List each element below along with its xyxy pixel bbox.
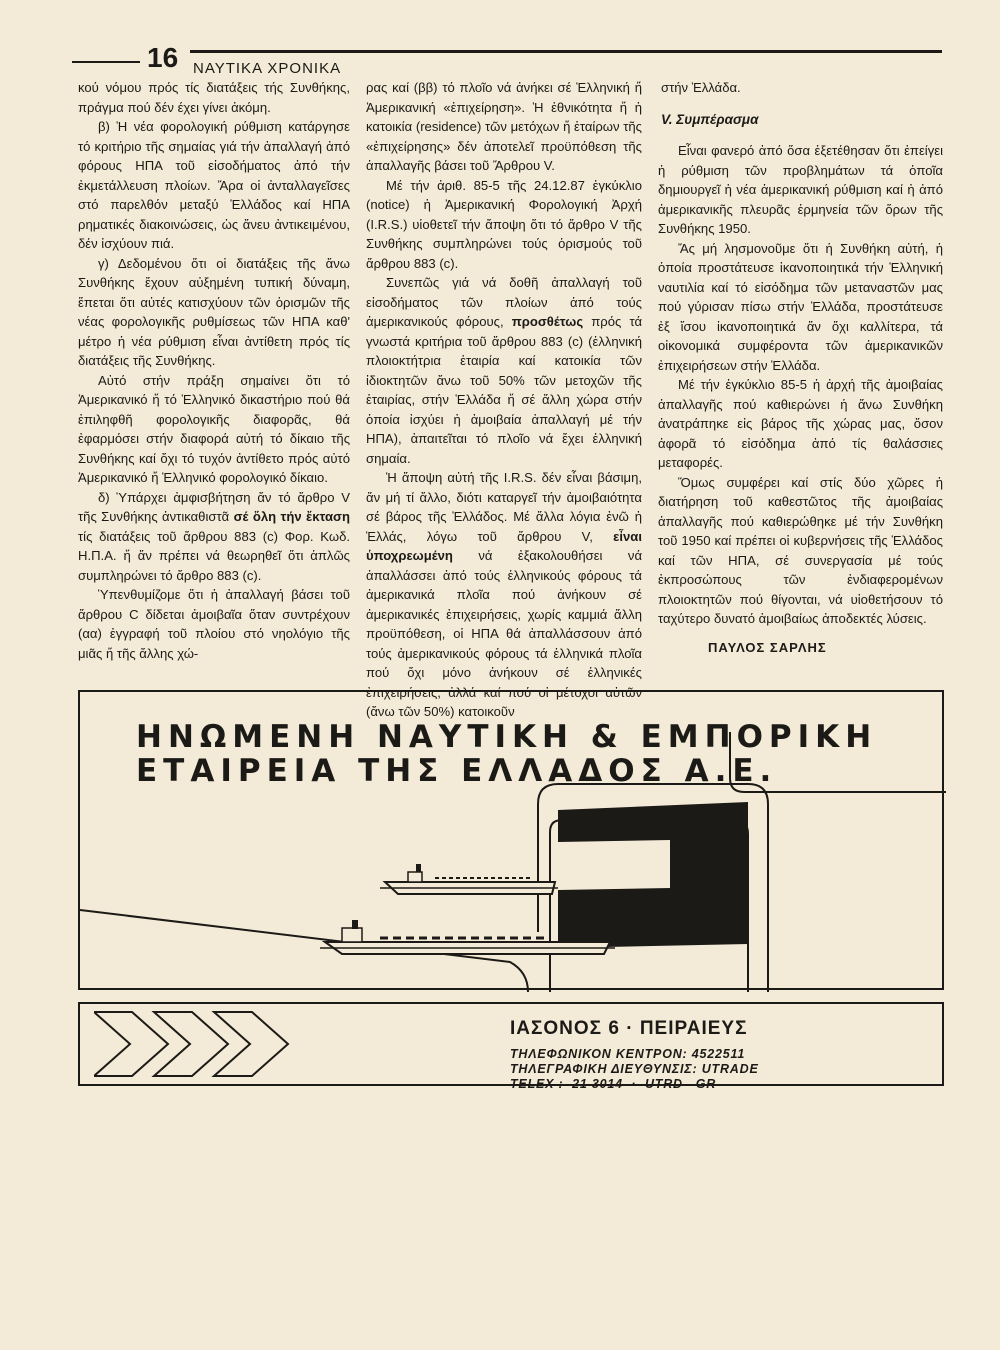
paragraph (366, 468, 642, 722)
telex-line: TELEX : 21 3014 · UTRD GR (510, 1077, 717, 1091)
paragraph: στήν Ἑλλάδα. (661, 80, 741, 95)
ship-icon (380, 864, 558, 894)
emphasis: σέ ὅλη τήν ἔκταση (233, 509, 351, 524)
author-signature: ΠΑΥΛΟΣ ΣΑΡΛΗΣ (708, 640, 827, 655)
article-column-1 (78, 78, 350, 663)
emphasis: εἶναι ὑποχρεωμένη (366, 528, 642, 563)
telegraph-label: ΤΗΛΕΓΡΑΦΙΚΗ ΔΙΕΥΘΥΝΣΙΣ: (510, 1062, 698, 1076)
star-icon (647, 950, 683, 983)
paragraph: Αὐτό στήν πράξη σημαίνει ὅτι τό Ἀμερικανικό ἤ τό Ἑλληνικό δικαστήριο πού θά ἐπιληφθῆ φορολογικῆς διαφορᾶς, θά ἐφαρμόσει στήν διαφορά αὐτή τό δίκαιο τῆς Συνθήκης καί ὄχι τό τυχόν ἀντίθετο πρός αὐτό Ἀμερικανικό ἤ Ἑλληνικό φορολογικό δίκαιο. (78, 372, 350, 485)
text: Συνεπῶς γιά νά δοθῆ ἀπαλλαγή τοῦ εἰσοδήματος τῶν πλοίων ἀπό τούς ἀμερικανικούς φόρους, (366, 275, 642, 329)
paragraph: Ἄς μή λησμονοῦμε ὅτι ἡ Συνθήκη αὐτή, ἡ ὁποία προστάτευσε ἱκανοποιητικά τήν Ἑλληνική ναυτιλία καί τό εἰσόδημα τῶν μεταναστῶν μας πού γύρισαν πίσω στήν Ἑλλάδα, προστάτευσε ἐξ ἴσου ἱκανοποιητικά ἄν ὄχι καλλίτερα, τά οἰκονομικά συμφέροντα τῶν ἀμερικανικῶν ἐπιχειρήσεων στήν Ἑλλάδα. (658, 240, 943, 373)
publication-name: ΝΑΥΤΙΚΑ ΧΡΟΝΙΚΑ (193, 60, 342, 77)
paragraph (366, 273, 642, 468)
text: τίς διατάξεις τοῦ ἄρθρου 883 (c) Φορ. Κωδ. Η.Π.Α. ἤ ἄν πρέπει νά θεωρηθεῖ ὅτι ἁπλῶς συμπληρώνει τό ἄρθρο 883 (c). (78, 528, 350, 583)
company-name-line-2: ΕΤΑΙΡΕΙΑ ΤΗΣ ΕΛΛΑΔΟΣ Α.Ε. (136, 753, 778, 789)
paragraph: γ) Δεδομένου ὅτι οἱ διατάξεις τῆς ἄνω Συνθήκης ἔχουν αὐξημένη τυπική δύναμη, ἕπεται ὅτι αὐτές κατισχύουν τῶν ὁρισμῶν τῆς νέας φορολογικῆς ρυθμίσεως τῶν ΗΠΑ καθ' μέτρο ἡ νέα ρύθμιση εἶναι ἀντίθετη πρός τίς διατάξεις τῆς Συνθήκης. (78, 255, 350, 368)
telegraph-line (510, 1062, 759, 1076)
paragraph: Μέ τήν ἐγκύκλιο 85-5 ἡ ἀρχή τῆς ἀμοιβαίας ἀπαλλαγῆς πού καθιερώνει ἡ ἄνω Συνθήκη ἀνατράπηκε εἰς βάρος τῆς χώρας μας, ὅσον ἀφορᾶ τό εἰσόδημα ἀπό τίς θαλάσσιες μεταφορές. (658, 377, 943, 470)
paragraph: ρας καί (ββ) τό πλοῖο νά ἀνήκει σέ Ἑλληνική ἤ Ἀμερικανική «ἐπιχείρηση». Ἡ ἐθνικότητα ἤ ἡ κατοικία (residence) τῶν μετόχων ἤ ἑταίρων τῆς «ἐπιχείρησης» δέν ἀποτελεῖ προϋπόθεση τῆς ἀπαλλαγῆς βάσει τοῦ Ἄρθρου V. (366, 80, 642, 173)
company-address: ΙΑΣΟΝΟΣ 6 · ΠΕΙΡΑΙΕΥΣ (510, 1018, 748, 1039)
paragraph: Εἶναι φανερό ἀπό ὅσα ἐξετέθησαν ὅτι ἐπείγει ἡ ρύθμιση τῶν προβλημάτων τά ὁποῖα δημιουργεῖ ἡ νέα ἀμερικανική ρύθμιση καί ἡ ἀπό ἀμερικανικῆς πλευρᾶς ἑρμηνεία τῶν ὅρων τῆς Συνθήκης 1950. (658, 143, 943, 236)
advert-contact-box (78, 1002, 944, 1091)
phone-label: ΤΗΛΕΦΩΝΙΚΟΝ ΚΕΝΤΡΟΝ: (510, 1047, 688, 1061)
paragraph: Ὑπενθυμίζομε ὅτι ἡ ἀπαλλαγή βάσει τοῦ ἄρθρου C δίδεται ἀμοιβαῖα ὅταν συντρέχουν (αα) ἐγγραφή τοῦ πλοίου στό νηολόγιο τῆς μιᾶς ἤ τῆς ἄλλης χώ- (78, 587, 350, 661)
article-column-3 (658, 78, 943, 629)
paragraph (78, 488, 350, 586)
advert-box (78, 690, 944, 990)
article-column-2 (366, 78, 642, 722)
phone-number: 4522511 (691, 1047, 746, 1061)
paragraph: Μέ τήν ἀριθ. 85-5 τῆς 24.12.87 ἐγκύκλιο (notice) ἡ Ἀμερικανική Φορολογική Ἀρχή (I.R.S.) υἱοθετεῖ τήν ἄποψη ὅτι τό ἄρθρο V τῆς Συνθήκης συμπληρώνει τούς ὁρισμούς τοῦ ἄρθρου 883 (c). (366, 177, 642, 271)
telex-country: GR (695, 1077, 717, 1091)
paragraph: β) Ἡ νέα φορολογική ρύθμιση κατάργησε τό κριτήριο τῆς σημαίας γιά τήν ἀπαλλαγή ἀπό φόρους ΗΠΑ τοῦ εἰσοδήματος ἀπό τήν ἐκμετάλλευση πλοίων. Ἄρα οἱ ἀνταλλαγεῖσες στό παρελθόν μεταξύ Ἑλλάδος καί ΗΠΑ ρηματικές διακοινώσεις, ὡς ἄνευ ἀντικειμένου, δέν ἰσχύουν πιά. (78, 119, 350, 251)
text: πρός τά γνωστά κριτήρια τοῦ ἄρθρου 883 (c) (ἑλληνική πλοιοκτήτρια ἑταιρία καί κατοικία τῶν ἰδιοκτητῶν ἄνω τοῦ 50% τῶν μετοχῶν τῆς ἑταιρίας, στήν Ἑλλάδα ἤ σέ ἄλλη χώρα στήν ὁποία ἰσχύει ἡ ἀμοιβαία ἀπαλλαγή μέ τήν ΗΠΑ), ἀπαιτεῖται τό πλοῖο νά ἔχει ἑλληνική σημαία. (366, 314, 643, 466)
text: νά ἐξακολουθήσει νά ἀπαλλάσσει ἀπό τούς ἑλληνικούς φόρους τά ἀμερικανικά πλοῖα πού ἀνήκουν σέ ἀμερικανικές ἐπιχειρήσεις, χωρίς καμμιά ἄλλη προϋπόθεση, οἱ ΗΠΑ θά ἀπαλλάσσουν ἀπό τούς ἀμερικανικούς φόρους τά ἑλληνικά πλοῖα πού ὄχι μόνο ἀνήκουν σέ ἑλληνικές ἐπιχειρήσεις, ἀλλά καί πού οἱ μέτοχοι αὐτῶν (ἄνω τῶν 50%) κατοικοῦν (366, 548, 643, 719)
header-rule-left (72, 61, 140, 63)
page-number: 16 (147, 42, 179, 73)
paragraph: Ὅμως συμφέρει καί στίς δύο χῶρες ἡ διατήρηση τοῦ καθεστῶτος τῆς ἀμοιβαίας ἀπαλλαγῆς πού καθιερώθηκε μέ τήν Συνθήκη τοῦ 1950 καί πρέπει οἱ κυβερνήσεις τῆς Ἑλλάδος καί τῶν ΗΠΑ, σέ συνεργασία μέ τούς ἐκπροσώπους τῶν ἐνδιαφερομένων πλοιοκτητῶν πού θίγονται, νά υἱοθετήσουν τό ταχύτερο δυνατό ἀμοιβαίως ἀποδεκτές λύσεις. (658, 474, 943, 626)
text: δ) Ὑπάρχει ἀμφισβήτηση ἄν τό ἄρθρο V τῆς Συνθήκης ἀντικαθιστᾶ (78, 489, 350, 524)
text: Ἡ ἄποψη αὐτή τῆς I.R.S. δέν εἶναι βάσιμη, ἄν μή τί ἄλλο, διότι καταργεῖ τήν ἀμοιβαιότητα σέ βάρος τῆς Ἑλλάδος. Μέ ἄλλα λόγια ἐνῶ ἡ Ἑλλάς, λόγω τοῦ ἄρθρου V, (366, 470, 642, 544)
phone-line (510, 1047, 745, 1061)
header-rule-right (190, 50, 942, 53)
emphasis: προσθέτως (511, 314, 584, 329)
paragraph: κού νόμου πρός τίς διατάξεις τής Συνθήκης, πράγμα πού δέν έχει γίνει ἀκόμη. (78, 80, 350, 115)
telegraph-address: UTRADE (701, 1062, 759, 1076)
telex-label: TELEX : (510, 1077, 564, 1091)
section-heading: V. Συμπέρασμα (661, 111, 759, 127)
company-name-line-1: ΗΝΩΜΕΝΗ ΝΑΥΤΙΚΗ & ΕΜΠΟΡΙΚΗ (136, 719, 878, 755)
telex-number: 21 3014 (572, 1077, 623, 1091)
telex-code: UTRD (644, 1077, 683, 1091)
chevron-arrows-icon (94, 1008, 314, 1080)
